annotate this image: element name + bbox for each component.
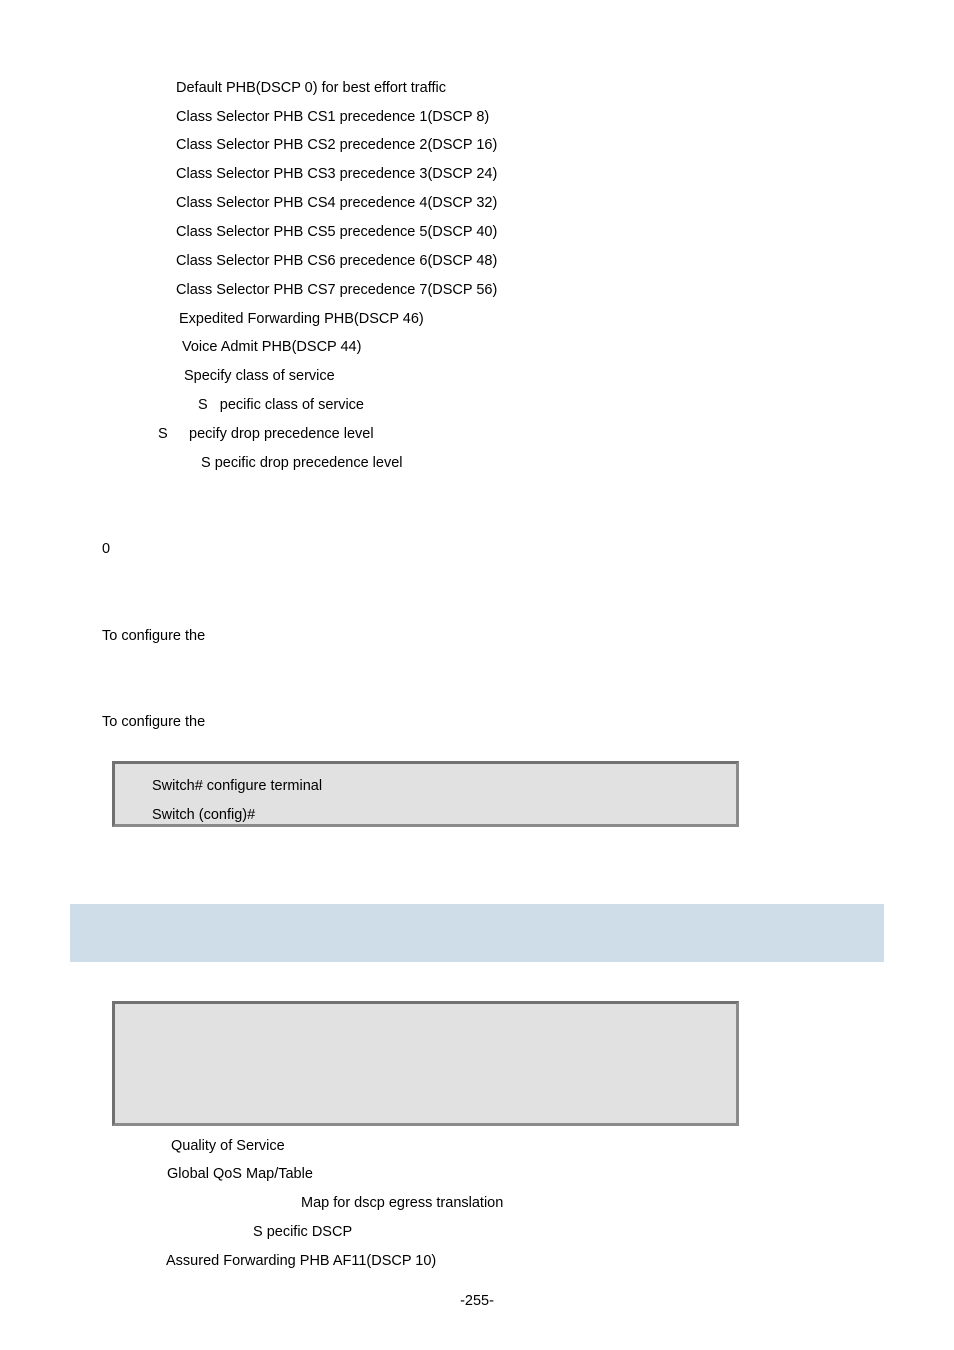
definition-line: Expedited Forwarding PHB(DSCP 46)	[179, 311, 424, 327]
page-number: -255-	[460, 1293, 494, 1309]
parameter-description: Assured Forwarding PHB AF11(DSCP 10)	[166, 1253, 437, 1269]
parameter-description: Global QoS Map/Table	[167, 1166, 313, 1182]
definition-line: Class Selector PHB CS1 precedence 1(DSCP 8)	[176, 109, 490, 125]
definition-line: Voice Admit PHB(DSCP 44)	[182, 339, 362, 355]
example-code-box	[112, 761, 739, 827]
definition-line: Specify class of service	[184, 368, 335, 384]
section-heading-band	[70, 904, 884, 962]
definition-line: Class Selector PHB CS3 precedence 3(DSCP 24)	[176, 166, 498, 182]
definition-line: Class Selector PHB CS6 precedence 6(DSCP 48)	[176, 253, 498, 269]
definition-line: S pecific class of service	[198, 397, 364, 413]
definition-line: pecify drop precedence level	[189, 426, 374, 442]
definition-line-prefix: S	[158, 426, 168, 442]
definition-line: Default PHB(DSCP 0) for best effort traffic	[176, 80, 446, 96]
syntax-box	[112, 1001, 739, 1126]
parameter-description: Map for dscp egress translation	[301, 1195, 504, 1211]
definition-line: Class Selector PHB CS4 precedence 4(DSCP 32)	[176, 195, 498, 211]
command-mode-text: To configure the	[102, 628, 206, 644]
definition-line: Class Selector PHB CS7 precedence 7(DSCP 56)	[176, 282, 498, 298]
default-value: 0	[102, 541, 111, 557]
parameter-description: Quality of Service	[171, 1138, 285, 1154]
definition-line: Class Selector PHB CS5 precedence 5(DSCP 40)	[176, 224, 498, 240]
parameter-description: S pecific DSCP	[253, 1224, 353, 1240]
code-line: Switch (config)#	[152, 807, 256, 823]
code-line: Switch# configure terminal	[152, 778, 323, 794]
definition-line: S pecific drop precedence level	[201, 455, 403, 471]
definition-line: Class Selector PHB CS2 precedence 2(DSCP 16)	[176, 137, 498, 153]
usage-guideline-text: To configure the	[102, 714, 206, 730]
